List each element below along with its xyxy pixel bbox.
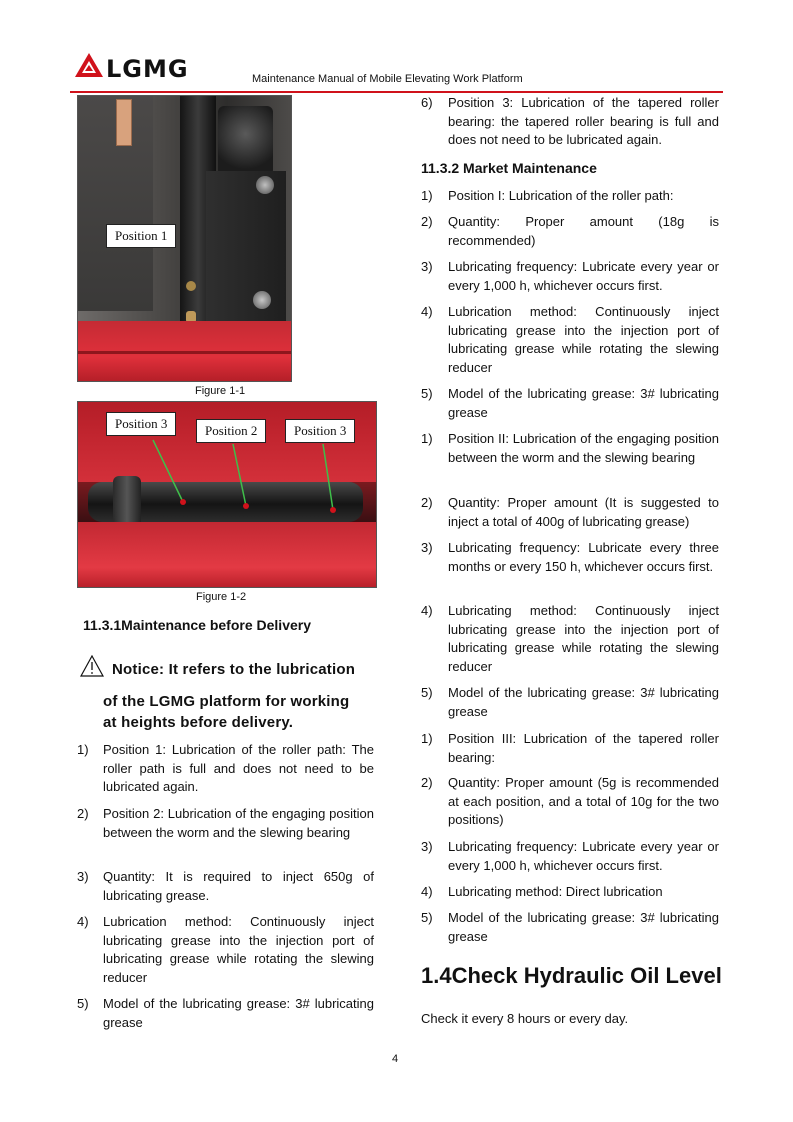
red-base-edge [78, 351, 291, 354]
item-text: Model of the lubricating grease: 3# lubricating grease [448, 386, 719, 420]
item-text: Position 2: Lubrication of the engaging position between the worm and the slewing bearing [103, 806, 374, 840]
item-number: 1) [77, 742, 89, 757]
item-text: Lubricating method: Continuously inject lubricating grease into the injection port of lubricating grease while rotating the slewing reducer [448, 603, 719, 674]
item-number: 3) [421, 839, 433, 854]
item-text: Lubricating frequency: Lubricate every three months or every 150 h, whichever occurs first. [448, 540, 719, 574]
item-number: 3) [421, 259, 433, 274]
warning-icon [80, 655, 104, 677]
section-title-check-hydraulic-oil-level: 1.4Check Hydraulic Oil Level [421, 963, 722, 988]
frame-plate [206, 171, 286, 321]
item-text: Lubrication method: Continuously inject lubricating grease into the injection port of lubricating grease while rotating the slewing reducer [103, 914, 374, 985]
item-text: Lubricating frequency: Lubricate every year or every 1,000 h, whichever occurs first. [448, 839, 719, 873]
item-number: 4) [421, 603, 433, 618]
callout-position-3-left: Position 3 [106, 412, 176, 436]
item-number: 5) [421, 910, 433, 925]
item-text: Lubrication method: Continuously inject lubricating grease into the injection port of lubricating grease while rotating the slewing reducer [448, 304, 719, 375]
notice-line-1: Notice: It refers to the lubrication [112, 661, 356, 678]
item-text: Quantity: It is required to inject 650g of lubricating grease. [103, 869, 374, 903]
callout-position-3-right: Position 3 [285, 419, 355, 443]
item-text: Model of the lubricating grease: 3# lubricating grease [103, 996, 374, 1030]
header-rule [70, 91, 723, 93]
figure-1-1-caption: Figure 1-1 [195, 385, 246, 397]
item-number: 4) [421, 884, 433, 899]
callout-position-2: Position 2 [196, 419, 266, 443]
item-text: Model of the lubricating grease: 3# lubricating grease [448, 910, 719, 944]
item-number: 2) [421, 495, 433, 510]
callout-position-1: Position 1 [106, 224, 176, 248]
notice-line-3: at heights before delivery. [103, 714, 294, 731]
item-number: 3) [77, 869, 89, 884]
logo-text: LGMG [106, 55, 189, 83]
item-number: 1) [421, 188, 433, 203]
page-number: 4 [392, 1053, 399, 1065]
item-text: Quantity: Proper amount (It is suggested to inject a total of 400g of lubricating grease) [448, 495, 719, 529]
item-text: Position 1: Lubrication of the roller path: The roller path is full and does not need to be lubricated again. [103, 742, 374, 794]
item-text: Lubricating frequency: Lubricate every year or every 1,000 h, whichever occurs first. [448, 259, 719, 293]
heading-market-maintenance: 11.3.2 Market Maintenance [421, 160, 597, 176]
item-text: Position II: Lubrication of the engaging position between the worm and the slewing bearing [448, 431, 719, 465]
heading-maintenance-before-delivery: 11.3.1Maintenance before Delivery [83, 617, 311, 633]
item-text: Position 3: Lubrication of the tapered roller bearing: the tapered roller bearing is full and does not need to be lubricated again. [448, 95, 719, 147]
figure-1-2-caption: Figure 1-2 [196, 591, 247, 603]
item-number: 5) [77, 996, 89, 1011]
section-text: Check it every 8 hours or every day. [421, 1011, 629, 1026]
item-text: Quantity: Proper amount (5g is recommended at each position, and a total of 10g for the two positions) [448, 775, 719, 827]
item-text: Position III: Lubrication of the tapered roller bearing: [448, 731, 719, 765]
item-number: 5) [421, 685, 433, 700]
item-number: 1) [421, 431, 433, 446]
bolt-head [256, 176, 274, 194]
item-text: Lubricating method: Direct lubrication [448, 884, 663, 899]
item-number: 2) [421, 775, 433, 790]
bolt-head-lower [253, 291, 271, 309]
item-number: 4) [77, 914, 89, 929]
motor-housing [218, 106, 273, 176]
item-number: 1) [421, 731, 433, 746]
item-number: 2) [77, 806, 89, 821]
grease-nipple [186, 281, 196, 291]
lgmg-logo-icon [74, 52, 104, 78]
item-number: 6) [421, 95, 433, 110]
notice-line-2: of the LGMG platform for working [103, 693, 350, 710]
item-text: Quantity: Proper amount (18g is recommended) [448, 214, 719, 248]
item-number: 4) [421, 304, 433, 319]
item-text: Position I: Lubrication of the roller path: [448, 188, 674, 203]
header-title: Maintenance Manual of Mobile Elevating Work Platform [252, 73, 523, 85]
item-number: 5) [421, 386, 433, 401]
item-text: Model of the lubricating grease: 3# lubricating grease [448, 685, 719, 719]
item-number: 2) [421, 214, 433, 229]
oil-gauge [116, 99, 132, 146]
item-number: 3) [421, 540, 433, 555]
